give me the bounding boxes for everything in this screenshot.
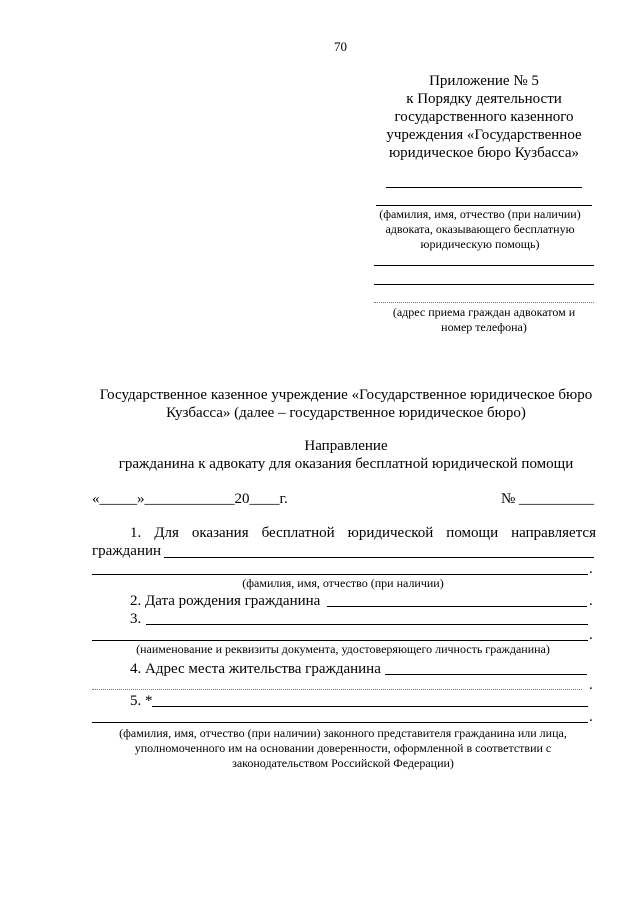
hint-line: (фамилия, имя, отчество (при наличии) — [379, 207, 581, 221]
citizen-name-field-2[interactable] — [92, 574, 588, 575]
advocate-address-line — [374, 284, 594, 285]
appendix-line: государственного казенного — [394, 109, 574, 125]
appendix-line: юридическое бюро Кузбасса» — [388, 145, 580, 161]
advocate-address-line — [374, 265, 594, 266]
title-line: Направление — [304, 438, 388, 454]
hint-line: адвоката, оказывающего бесплатную — [385, 222, 575, 236]
document-title — [86, 437, 606, 473]
item-1-label: гражданин — [92, 543, 162, 559]
hint-line: уполномоченного им на основании доверенности, оформленной в соответствии с — [134, 741, 552, 755]
item-2-label: 2. Дата рождения гражданина — [130, 593, 321, 609]
item-5-label: 5. * — [130, 693, 153, 709]
title-line: гражданина к адвокату для оказания бесплатной юридической помощи — [118, 456, 574, 472]
citizen-name-field[interactable] — [164, 557, 594, 558]
period: . — [589, 677, 593, 693]
birth-date-field[interactable] — [327, 606, 587, 607]
item-3-hint: (наименование и реквизиты документа, удостоверяющего личность гражданина) — [136, 642, 550, 656]
address-field[interactable] — [385, 674, 587, 675]
date-field[interactable]: «_____»____________20____г. — [92, 491, 288, 507]
period: . — [589, 593, 593, 609]
address-field-2[interactable] — [92, 689, 582, 690]
item-4-label: 4. Адрес места жительства гражданина — [130, 661, 381, 677]
hint-line: номер телефона) — [441, 320, 527, 334]
id-document-field[interactable] — [146, 624, 588, 625]
hint-line: законодательством Российской Федерации) — [232, 756, 454, 770]
period: . — [589, 561, 593, 577]
representative-field[interactable] — [152, 706, 588, 707]
advocate-name-line-2 — [376, 205, 592, 206]
advocate-name-line — [386, 187, 582, 188]
item-3-label: 3. — [130, 611, 142, 627]
institution-line: Государственное казенное учреждение «Государственное юридическое бюро — [99, 387, 593, 403]
advocate-name-hint — [360, 207, 600, 252]
id-document-field-2[interactable] — [92, 640, 588, 641]
institution-line: Кузбасса» (далее – государственное юридическое бюро) — [166, 405, 526, 421]
advocate-address-line — [374, 302, 594, 303]
hint-line: (фамилия, имя, отчество (при наличии) законного представителя гражданина или лица, — [119, 726, 567, 740]
number-field[interactable]: № __________ — [501, 491, 595, 507]
appendix-line: к Порядку деятельности — [406, 91, 562, 107]
item-1-text: 1. Для оказания бесплатной юридической помощи направляется — [130, 525, 596, 541]
appendix-line: Приложение № 5 — [429, 73, 539, 89]
item-1-hint: (фамилия, имя, отчество (при наличии) — [242, 576, 444, 590]
advocate-address-hint — [364, 305, 604, 335]
hint-line: юридическую помощь) — [420, 237, 540, 251]
appendix-header — [368, 72, 600, 162]
institution-name — [86, 386, 606, 422]
representative-field-2[interactable] — [92, 722, 588, 723]
item-5-hint — [86, 726, 600, 771]
hint-line: (адрес приема граждан адвокатом и — [392, 305, 576, 319]
appendix-line: учреждения «Государственное — [386, 127, 582, 143]
period: . — [589, 627, 593, 643]
page-number: 70 — [334, 39, 347, 54]
period: . — [589, 709, 593, 725]
